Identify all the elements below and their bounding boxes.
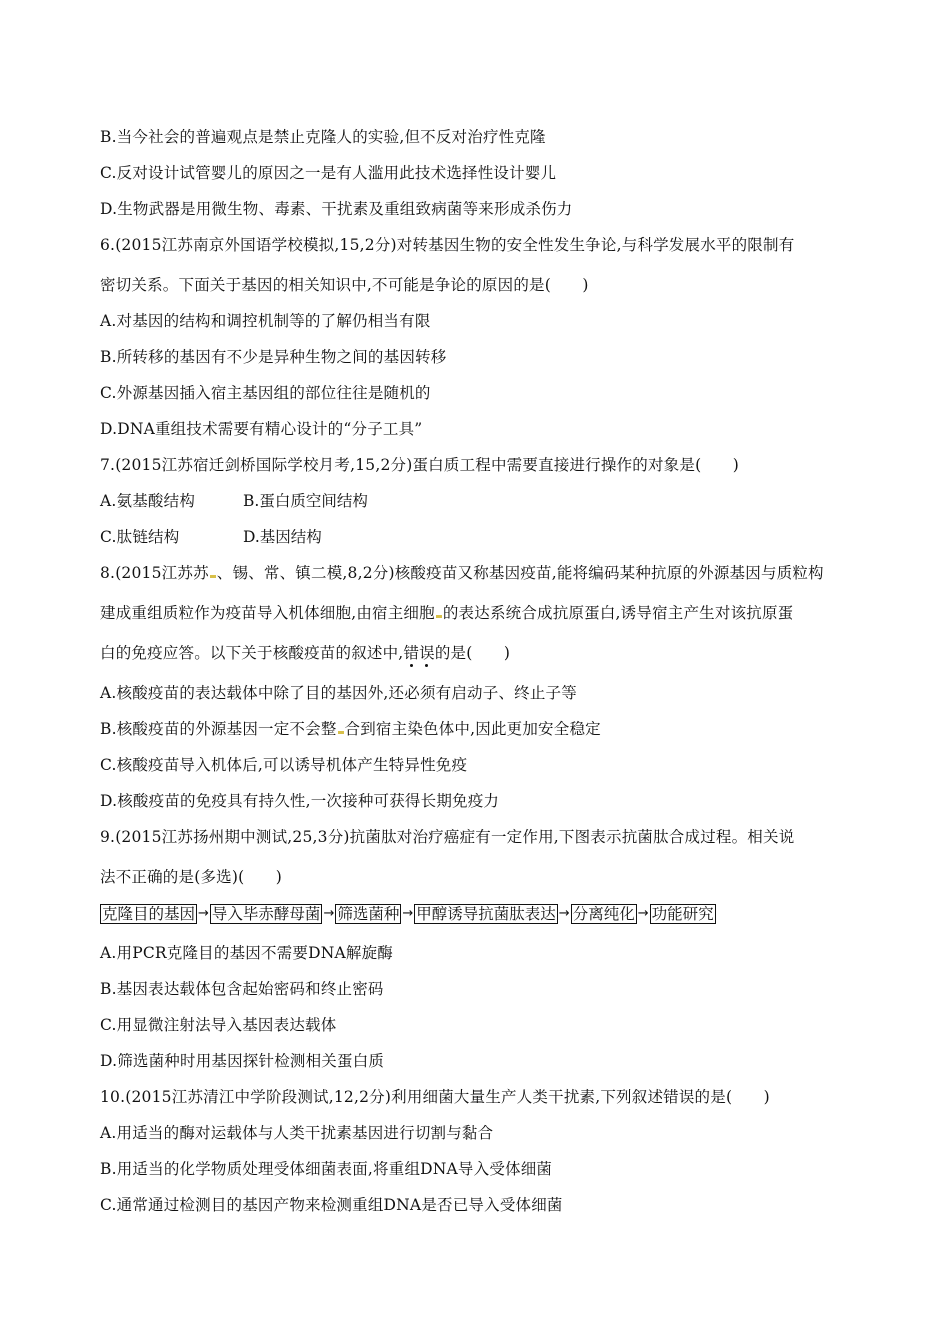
flow-step-5: 分离纯化: [572, 905, 635, 923]
flow-arrow-icon: →: [198, 906, 209, 921]
q8-stem-line3: [100, 643, 510, 663]
flow-arrow-icon: →: [323, 906, 335, 921]
q8-stem-line2-part-b: 的表达系统合成抗原蛋白,诱导宿主产生对该抗原蛋: [442, 604, 794, 622]
q10-option-c: C.通常通过检测目的基因产物来检测重组DNA是否已导入受体细菌: [100, 1196, 563, 1214]
q9-option-c: C.用显微注射法导入基因表达载体: [100, 1016, 337, 1034]
q8-option-a: A.核酸疫苗的表达载体中除了目的基因外,还必须有启动子、终止子等: [100, 684, 577, 702]
q9-option-a: A.用PCR克隆目的基因不需要DNA解旋酶: [100, 944, 393, 962]
q8-option-b-part-b: 合到宿主染色体中,因此更加安全稳定: [344, 720, 601, 738]
q8-stem-line1-part-a: 8.(2015江苏苏: [100, 564, 209, 582]
q6-option-b: B.所转移的基因有不少是异种生物之间的基因转移: [100, 348, 447, 366]
q10-option-a: A.用适当的酶对运载体与人类干扰素基因进行切割与黏合: [100, 1124, 494, 1142]
q7-option-d: D.基因结构: [243, 528, 322, 546]
q9-option-d: D.筛选菌种时用基因探针检测相关蛋白质: [100, 1052, 385, 1070]
emphasis-char-2: 误: [419, 644, 435, 662]
q6-option-d: D.DNA重组技术需要有精心设计的“分子工具”: [100, 420, 423, 438]
q8-stem-line3-part-a: 白的免疫应答。以下关于核酸疫苗的叙述中,: [100, 644, 404, 662]
q8-stem-line1: [100, 563, 824, 583]
q6-stem-line2: 密切关系。下面关于基因的相关知识中,不可能是争论的原因的是( ): [100, 276, 589, 294]
q8-option-c: C.核酸疫苗导入机体后,可以诱导机体产生特异性免疫: [100, 756, 468, 774]
q6-option-c: C.外源基因插入宿主基因组的部位往往是随机的: [100, 384, 431, 402]
q9-flow-diagram: [100, 904, 716, 924]
q10-option-b: B.用适当的化学物质处理受体细菌表面,将重组DNA导入受体细菌: [100, 1160, 553, 1178]
q6-option-a: A.对基因的结构和调控机制等的了解仍相当有限: [100, 312, 431, 330]
q10-stem: 10.(2015江苏清江中学阶段测试,12,2分)利用细菌大量生产人类干扰素,下列叙述错误的是( ): [100, 1088, 770, 1106]
q7-stem: 7.(2015江苏宿迁剑桥国际学校月考,15,2分)蛋白质工程中需要直接进行操作的对象是( ): [100, 456, 739, 474]
q9-stem-line1: 9.(2015江苏扬州期中测试,25,3分)抗菌肽对治疗癌症有一定作用,下图表示抗菌肽合成过程。相关说: [100, 828, 795, 846]
q9-stem-line2: 法不正确的是(多选)( ): [100, 868, 282, 886]
q7-option-c: C.肽链结构: [100, 528, 180, 546]
q8-option-d: D.核酸疫苗的免疫具有持久性,一次接种可获得长期免疫力: [100, 792, 500, 810]
q8-option-b: [100, 719, 601, 739]
flow-step-1: 克隆目的基因: [102, 905, 196, 923]
flow-step-3: 筛选菌种: [337, 905, 400, 923]
q6-stem-line1: 6.(2015江苏南京外国语学校模拟,15,2分)对转基因生物的安全性发生争论,与科学发展水平的限制有: [100, 236, 795, 254]
q9-option-b: B.基因表达载体包含起始密码和终止密码: [100, 980, 384, 998]
highlight-mark: [210, 575, 216, 578]
highlight-mark: [436, 615, 442, 618]
q8-stem-line3-part-b: 的是( ): [434, 644, 511, 662]
highlight-mark: [338, 731, 344, 734]
q8-stem-line2: [100, 603, 793, 623]
q8-stem-line1-part-b: 、锡、常、镇二模,8,2分)核酸疫苗又称基因疫苗,能将编码某种抗原的外源基因与质粒构: [216, 564, 824, 582]
emphasis-char-1: 错: [403, 644, 420, 662]
q7-option-b: B.蛋白质空间结构: [243, 492, 368, 510]
flow-step-4: 甲醇诱导抗菌肽表达: [416, 905, 556, 923]
flow-arrow-icon: →: [402, 906, 414, 921]
q5-option-d: D.生物武器是用微生物、毒素、干扰素及重组致病菌等来形成杀伤力: [100, 200, 573, 218]
flow-step-6: 功能研究: [651, 905, 714, 923]
flow-arrow-icon: →: [637, 906, 649, 921]
q7-option-a: A.氨基酸结构: [100, 492, 196, 510]
q5-option-b: B.当今社会的普遍观点是禁止克隆人的实验,但不反对治疗性克隆: [100, 128, 546, 146]
q8-option-b-part-a: B.核酸疫苗的外源基因一定不会整: [100, 720, 337, 738]
flow-arrow-icon: →: [558, 906, 570, 921]
q8-stem-line2-part-a: 建成重组质粒作为疫苗导入机体细胞,由宿主细胞: [100, 604, 435, 622]
q5-option-c: C.反对设计试管婴儿的原因之一是有人滥用此技术选择性设计婴儿: [100, 164, 557, 182]
flow-step-2: 导入毕赤酵母菌: [211, 905, 321, 923]
